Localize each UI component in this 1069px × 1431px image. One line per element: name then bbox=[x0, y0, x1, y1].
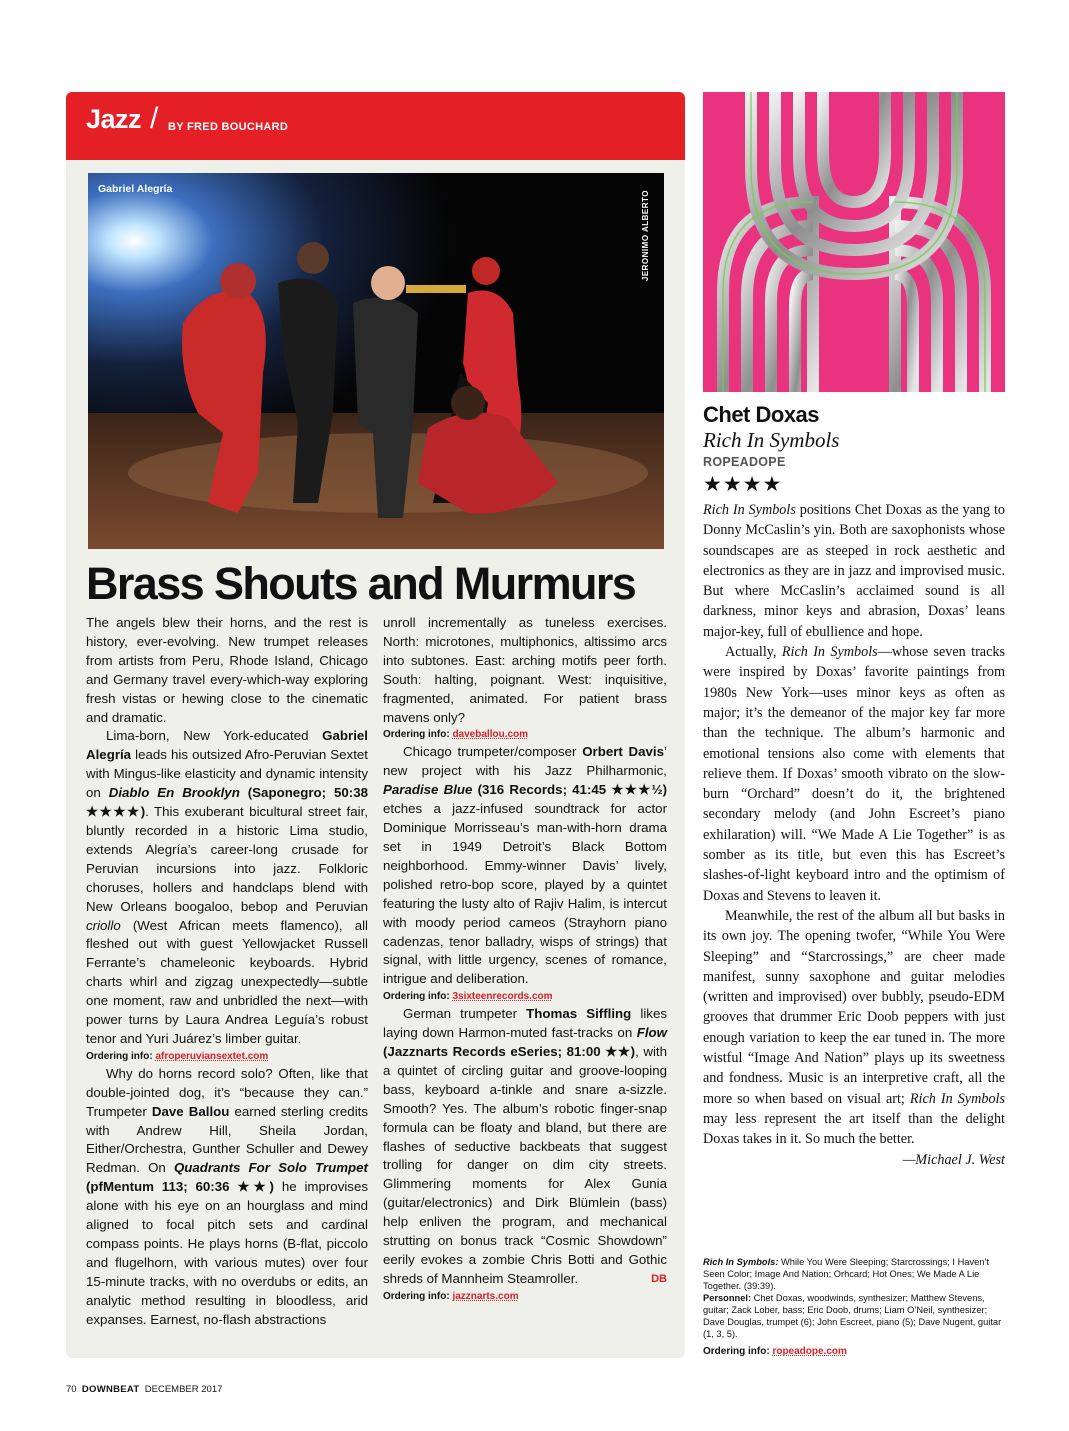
ordering-link[interactable]: daveballou.com bbox=[452, 729, 529, 741]
album-title: Quadrants For Solo Trumpet bbox=[173, 1160, 368, 1176]
concert-photo bbox=[88, 173, 664, 549]
ordering-info: Ordering info: jazznarts.com bbox=[383, 1290, 519, 1302]
end-sign: DB bbox=[651, 1272, 667, 1285]
artist-name: Thomas Siffling bbox=[526, 1006, 632, 1022]
album-art-illustration bbox=[703, 92, 1005, 392]
review-album-title: Rich In Symbols bbox=[703, 428, 840, 452]
ordering-link[interactable]: 3sixteenrecords.com bbox=[452, 991, 553, 1003]
paragraph: Actually, Rich In Symbols—whose seven tracks were inspired by Doxas’ favorite paintings from 1980s New York—uses minor keys as often as major; it’s the demeanor of the major key far more than the technique. The album’s harmonic and emotional tensions also come with elements that relieve them. If Doxas’ smooth vibrato on the slow-burn “Orchard” doesn’t do it, the brightened secondary melody (and John Escreet’s piano exhilaration) will. “We Made A Lie Together” is as somber as its title, but even this has Escreet’s slashes-of-light keyboard intro and the optimism of Doxas and Stevens to leaven it. bbox=[703, 644, 1006, 904]
artist-name: Dave Ballou bbox=[151, 1103, 230, 1119]
ordering-info: Ordering info: 3sixteenrecords.com bbox=[383, 991, 553, 1003]
paragraph: Lima-born, New York-educated Gabriel Alegría leads his outsized Afro-Peruvian Sextet with Mingus-like elasticity and dynamic intensity on Diablo En Brooklyn (Saponegro; 50:38 ★★★★). This exuberant bicultural street fair, bluntly recorded in a historic Lima studio, extends Alegría’s career-long crusade for Peruvian incursions into jazz. Folkloric choruses, hollers and handclaps blend with New Orleans boogaloo, bebop and Peruvian criollo (West African meets flamenco), all fleshed out with guest Yellowjacket Russell Ferrante’s chameleonic keyboards. Hybrid charts whirl and zigzag unexpectedly—subtle one moment, raw and unbridled the next—with power turns by Laura Andrea Leguía’s robust tenor and Yuri Juárez’s limber guitar. bbox=[86, 728, 368, 1046]
photo-credit: JERONIMO ALBERTO bbox=[641, 190, 650, 282]
album-title: Diablo En Brooklyn bbox=[108, 785, 240, 801]
section-header-bar bbox=[66, 92, 685, 160]
artist-name: Orbert Davis bbox=[582, 744, 665, 760]
paragraph: Rich In Symbols positions Chet Doxas as the yang to Donny McCaslin’s yin. Both are saxophonists whose soundscapes are as steeped in rock aesthetic and electronics as they are in jazz and improvised music. But where McCaslin’s acclaimed sound is all darkness, minor keys and abrasion, Doxas’ leans major-key, full of ebullience and hope. bbox=[703, 502, 1006, 640]
byline: BY FRED BOUCHARD bbox=[168, 121, 289, 133]
section-name: Jazz bbox=[86, 104, 142, 134]
article-column-left bbox=[86, 614, 368, 1330]
artist-name: Gabriel Alegría bbox=[86, 728, 368, 763]
page-folio bbox=[66, 1384, 222, 1395]
track-list: Rich In Symbols: While You Were Sleeping; Starcrossings; I Haven’t Seen Color; Image And Nation; Orhcard; Hot Ones; We Made A Lie Together. (39:39). bbox=[703, 1257, 990, 1291]
paragraph: unroll incrementally as tuneless exercises. North: microtones, multiphonics, altissimo arcs into subtones. East: arching motifs peer forth. South: halting, poignant. West: inquisitive, fragmented, animated. For patient brass mavens only? bbox=[383, 615, 667, 725]
ordering-link[interactable]: afroperuviansextet.com bbox=[155, 1050, 269, 1062]
section-slash: / bbox=[150, 102, 159, 135]
magazine-name: DOWNBEAT bbox=[81, 1384, 140, 1395]
review-label: ROPEADOPE bbox=[703, 455, 786, 469]
review-body bbox=[703, 500, 1005, 1170]
issue-date: DECEMBER 2017 bbox=[144, 1384, 223, 1395]
star-rating: ★★★★ bbox=[703, 473, 783, 496]
paragraph: Why do horns record solo? Often, like that double-jointed dog, it’s “because they can.” Trumpeter Dave Ballou earned sterling credits with Andrew Hill, Sheila Jordan, Either/Orchestra, Gunther Schuller and Dewey Redman. On Quadrants For Solo Trumpet (pfMentum 113; 60:36 ★★) he improvises alone with his eye on an hourglass and mind aligned to focal pitch sets and cardinal compass points. He plays horns (B-flat, piccolo and flugelhorn, with various mutes) over four 15-minute tracks, with no overdubs or edits, an analytic method resulting in bloodless, arid expanses. Earnest, no-flash abstractions bbox=[86, 1065, 369, 1327]
headline: Brass Shouts and Murmurs bbox=[86, 558, 636, 609]
ordering-info: Ordering info: daveballou.com bbox=[383, 729, 529, 741]
ordering-link[interactable]: ropeadope.com bbox=[772, 1346, 847, 1357]
album-title: Flow bbox=[636, 1025, 667, 1041]
personnel-list: Personnel: Chet Doxas, woodwinds, synthesizer; Matthew Stevens, guitar; Zack Lober, bass; Eric Doob, drums; Liam O’Neil, synthesizer; Dave Douglas, trumpet (6); John Escreet, piano (5); Dave Nugent, guitar (1, 3, 5). bbox=[703, 1293, 1002, 1339]
photo-illustration bbox=[88, 173, 664, 549]
review-artist: Chet Doxas bbox=[703, 402, 820, 427]
article-column-middle bbox=[383, 614, 667, 1305]
ordering-info: Ordering info: ropeadope.com bbox=[703, 1346, 847, 1357]
paragraph: German trumpeter Thomas Siffling likes laying down Harmon-muted fast-tracks on Flow (Jazznarts Records eSeries; 81:00 ★★), with a quintet of circling guitar and groove-looping bass, keyboard a-tinkle and snare a-sizzle. Smooth? Yes. The album’s robotic finger-snap formula can be floaty and bland, but there are flashes of seductive backbeats that suggest trolling for danger on dim city streets. Glimmering moments for Alex Gunia (guitar/electronics) and Dirk Blümlein (bass) help enliven the program, and mechanical strutting on bonus track “Cosmic Showdown” eerily evokes a zombie Chris Botti and Gothic shreds of Mannheim Steamroller. DB bbox=[383, 1005, 667, 1289]
page-number: 70 bbox=[66, 1384, 77, 1395]
album-title: Paradise Blue bbox=[383, 782, 473, 798]
album-cover-art bbox=[703, 92, 1005, 392]
photo-caption: Gabriel Alegría bbox=[98, 183, 173, 195]
album-details bbox=[703, 1256, 1003, 1340]
ordering-link[interactable]: jazznarts.com bbox=[452, 1290, 519, 1302]
paragraph: The angels blew their horns, and the rest is history, ever-evolving. New trumpet releases from artists from Peru, Rhode Island, Chicago and Germany travel every-which-way exploring fresh vistas or hewing close to the cinematic and dramatic. bbox=[86, 615, 368, 725]
ordering-info: Ordering info: afroperuviansextet.com bbox=[86, 1050, 269, 1062]
paragraph: Meanwhile, the rest of the album all but basks in its own joy. The opening twofer, “While You Were Sleeping” and “Starcrossings,” are cheer made manifest, sunny saxophone and guitar melodies (written and improvised) over bubbly, pseudo-EDM grooves that drummer Eric Doob peppers with just enough variation to keep the ear tuned in. The more wistful “Image And Nation” plays up its sweetness and fondness. Music is an interpretive craft, all the more so when based on visual art; Rich In Symbols may less represent the art itself than the delight Doxas takes in it. So much the better. bbox=[703, 907, 1006, 1148]
reviewer-name: —Michael J. West bbox=[902, 1151, 1005, 1168]
paragraph: Chicago trumpeter/composer Orbert Davis’ new project with his Jazz Philharmonic, Paradise Blue (316 Records; 41:45 ★★★½) etches a jazz-infused soundtrack for actor Dominique Morrisseau’s man-with-horn drama set in 1949 Detroit’s Black Bottom neighborhood. Emmy-winner Davis’ lively, polished retro-bop score, played by a quintet featuring the lusty alto of Rajiv Halim, is intercut with moody period cameos (Strayhorn piano cadenzas, tenor balladry, wisps of strings) that signal, with little urgency, scenes of romance, intrigue and deliberation. bbox=[383, 744, 668, 987]
